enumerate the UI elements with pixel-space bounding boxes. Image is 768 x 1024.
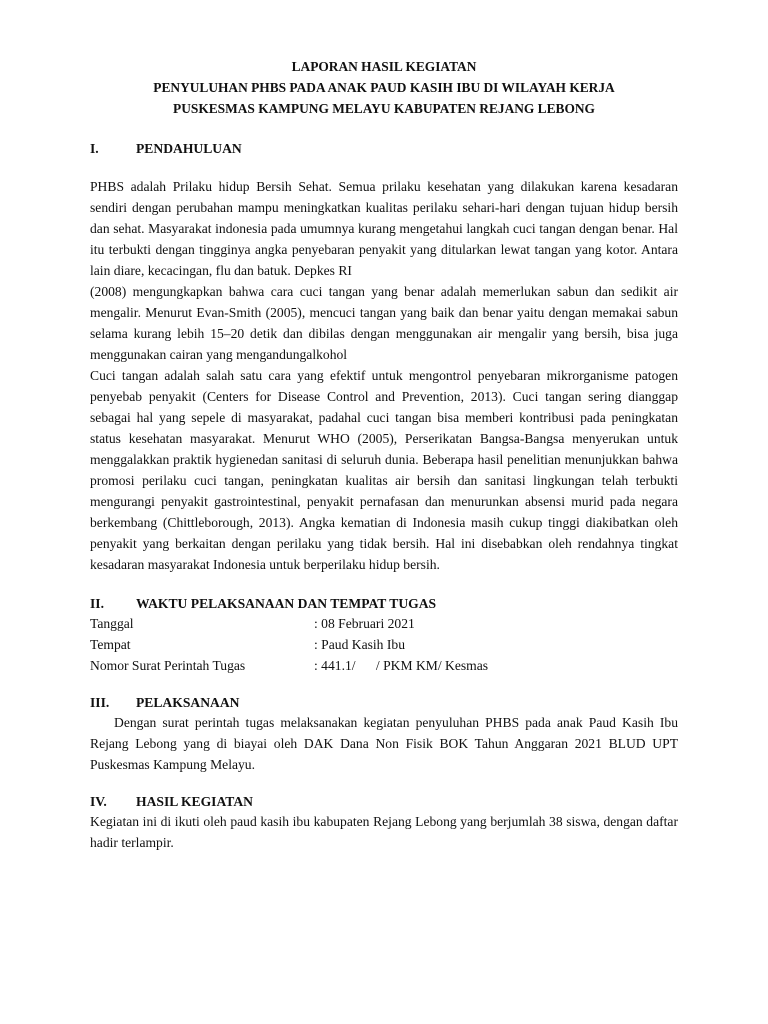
section-1-heading xyxy=(90,141,678,157)
section-1-paragraph-2: Cuci tangan adalah salah satu cara yang efektif untuk mengontrol penyebaran mikrorganisme patogen penyebab penyakit (Centers for Disease Control and Prevention, 2013). Cuci tangan sering dianggap sebagai hal yang sepele di masyarakat, padahal cuci tangan bisa memberi kontribusi pada peningkatan status kesehatan masyarakat. Menurut WHO (2005), Perserikatan Bangsa-Bangsa menyerukan untuk menggalakkan praktik hygienedan sanitasi di seluruh dunia. Beberapa hasil penelitian menunjukkan bahwa promosi perilaku cuci tangan, peningkatan kualitas air bersih dan sanitasi lingkungan telah terbukti mengurangi penyakit gastrointestinal, penyakit pernafasan dan menurunkan absensi murid pada negara berkembang (Chittleborough, 2013). Angka kematian di Indonesia masih cukup tinggi diakibatkan oleh penyakit yang berkaitan dengan perilaku yang tidak bersih. Hal ini disebabkan oleh rendahnya tingkat kesadaran masyarakat Indonesia untuk berperilaku hidup bersih. xyxy=(90,368,678,572)
schedule-key: Tanggal xyxy=(90,616,134,631)
section-3-title: PELAKSANAAN xyxy=(136,695,240,710)
schedule-row xyxy=(90,634,678,655)
schedule-row xyxy=(90,655,678,676)
section-4-heading xyxy=(90,794,678,810)
section-2-heading xyxy=(90,596,678,612)
section-3-number: III. xyxy=(90,695,110,710)
report-subtitle-line2: PUSKESMAS KAMPUNG MELAYU KABUPATEN REJANG LEBONG xyxy=(173,101,595,116)
section-1-title: PENDAHULUAN xyxy=(136,141,242,156)
section-3-heading xyxy=(90,695,678,711)
schedule-key: Nomor Surat Perintah Tugas xyxy=(90,658,246,673)
section-2-title: WAKTU PELAKSANAAN DAN TEMPAT TUGAS xyxy=(136,596,437,611)
schedule-value: : 441.1/ / PKM KM/ Kesmas xyxy=(314,658,489,673)
section-1-paragraph-1b: (2008) mengungkapkan bahwa cara cuci tangan yang benar adalah memerlukan sabun dan sedikit air mengalir. Menurut Evan-Smith (2005), mencuci tangan yang baik dan benar yaitu dengan memakai sabun selama kurang lebih 15–20 detik dan dibilas dengan menggunakan air mengalir yang bersih, bisa juga menggunakan cairan yang mengandungalkohol xyxy=(90,284,678,362)
section-1-paragraph-1: PHBS adalah Prilaku hidup Bersih Sehat. Semua prilaku kesehatan yang dilakukan karena kesadaran sendiri dengan perubahan mampu meningkatkan kualitas perilaku sehari-hari dengan tujuan hidup bersih dan sehat. Masyarakat indonesia pada umumnya kurang mengetahui langkah cuci tangan dengan benar. Hal itu terbukti dengan tingginya angka penyebaran penyakit yang ditularkan lewat tangan yang kotor. Antara lain diare, kecacingan, flu dan batuk. Depkes RI xyxy=(90,179,678,278)
section-1-number: I. xyxy=(90,141,99,156)
section-4-paragraph: Kegiatan ini di ikuti oleh paud kasih ibu kabupaten Rejang Lebong yang berjumlah 38 siswa, dengan daftar hadir terlampir. xyxy=(90,814,678,850)
schedule-value: : 08 Februari 2021 xyxy=(314,616,415,631)
schedule-value: : Paud Kasih Ibu xyxy=(314,637,405,652)
section-2-number: II. xyxy=(90,596,104,611)
schedule-key: Tempat xyxy=(90,637,131,652)
report-subtitle-line1: PENYULUHAN PHBS PADA ANAK PAUD KASIH IBU DI WILAYAH KERJA xyxy=(153,80,615,95)
section-4-number: IV. xyxy=(90,794,107,809)
schedule-row xyxy=(90,613,678,634)
section-3-paragraph: Dengan surat perintah tugas melaksanakan kegiatan penyuluhan PHBS pada anak Paud Kasih Ibu Rejang Lebong yang di biayai oleh DAK Dana Non Fisik BOK Tahun Anggaran 2021 BLUD UPT Puskesmas Kampung Melayu. xyxy=(90,715,678,772)
report-title: LAPORAN HASIL KEGIATAN xyxy=(291,59,477,74)
section-4-title: HASIL KEGIATAN xyxy=(136,794,253,809)
schedule-table xyxy=(90,613,678,676)
